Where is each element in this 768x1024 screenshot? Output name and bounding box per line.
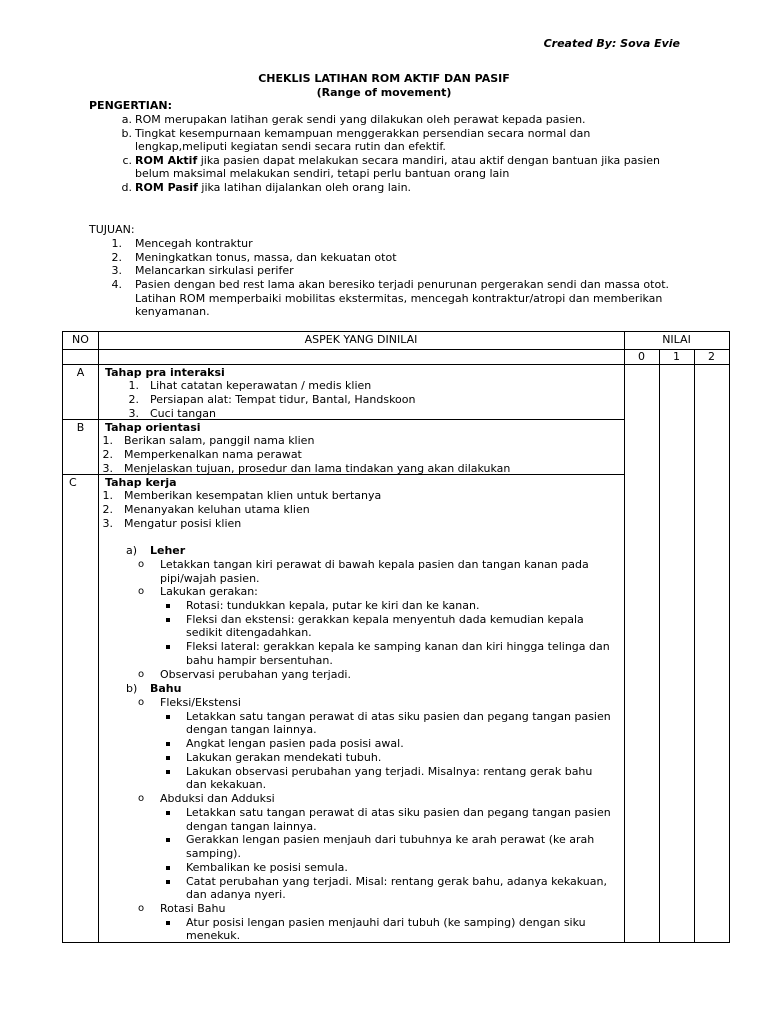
list-item: Memperkenalkan nama perawat [124,448,302,461]
square-bullet-icon [166,770,170,774]
list-item: Persiapan alat: Tempat tidur, Bantal, Handskoon [150,393,416,406]
list-item: Kembalikan ke posisi semula. [186,861,348,874]
tujuan-item-4-cont: Latihan ROM memperbaiki mobilitas ekstermitas, mencegah kontraktur/atropi dan memberikan [135,292,663,305]
section-title-a: Tahap pra interaksi [105,366,225,379]
tujuan-item-4-cont: kenyamanan. [135,305,210,318]
square-bullet-icon [166,604,170,608]
pengertian-item-a: ROM merupakan latihan gerak sendi yang dilakukan oleh perawat kepada pasien. [135,113,586,126]
square-bullet-icon [166,618,170,622]
tujuan-item-2: Meningkatkan tonus, massa, dan kekuatan otot [135,251,397,264]
square-bullet-icon [166,645,170,649]
column-header-no: NO [72,333,89,346]
list-item: sedikit ditengadahkan. [186,626,312,639]
list-item: menekuk. [186,929,241,942]
pengertian-item-b-cont: lengkap,meliputi kegiatan sendi secara rutin dan efektif. [135,140,446,153]
list-item: Berikan salam, panggil nama klien [124,434,315,447]
sub-marker: a) [126,544,138,557]
column-header-aspek: ASPEK YANG DINILAI [304,333,418,346]
list-item: Lakukan observasi perubahan yang terjadi. Misalnya: rentang gerak bahu [186,765,593,778]
list-item: Lihat catatan keperawatan / medis klien [150,379,372,392]
list-item: Letakkan tangan kiri perawat di bawah kepala pasien dan tangan kanan pada [160,558,589,571]
list-item: Angkat lengan pasien pada posisi awal. [186,737,404,750]
list-item: Cuci tangan [150,407,216,420]
sub-marker: b) [126,682,138,695]
list-marker: 1. [111,237,122,250]
list-item: Letakkan satu tangan perawat di atas siku pasien dan pegang tangan pasien [186,806,611,819]
table-divider [659,349,660,942]
section-no-a: A [76,366,85,379]
square-bullet-icon [166,811,170,815]
circle-bullet-icon: o [138,669,145,680]
pengertian-item-c-cont: belum maksimal melakukan sendiri, tetapi perlu bantuan orang lain [135,167,510,180]
table-divider [63,364,729,365]
list-marker: b. [121,127,132,140]
list-item: Memberikan kesempatan klien untuk bertanya [124,489,382,502]
score-0-header: 0 [638,350,645,363]
square-bullet-icon [166,880,170,884]
list-item: Fleksi lateral: gerakkan kepala ke samping kanan dan kiri hingga telinga dan [186,640,610,653]
section-title-b: Tahap orientasi [105,421,201,434]
tujuan-heading: TUJUAN: [89,223,135,236]
tujuan-item-4: Pasien dengan bed rest lama akan beresiko terjadi penurunan pergerakan sendi dan massa otot. [135,278,670,291]
list-item: Fleksi dan ekstensi: gerakkan kepala menyentuh dada kemudian kepala [186,613,584,626]
list-item: dan adanya nyeri. [186,888,286,901]
circle-bullet-icon: o [138,586,145,597]
tujuan-item-1: Mencegah kontraktur [135,237,253,250]
pengertian-heading: PENGERTIAN: [89,99,173,112]
list-marker: 4. [111,278,122,291]
circle-bullet-icon: o [138,903,145,914]
list-item: Fleksi/Ekstensi [160,696,241,709]
list-item: pipi/wajah pasien. [160,572,260,585]
tujuan-item-3: Melancarkan sirkulasi perifer [135,264,294,277]
list-item: Mengatur posisi klien [124,517,242,530]
section-no-b: B [76,421,85,434]
square-bullet-icon [166,715,170,719]
section-no-c: C [69,476,77,489]
score-1-header: 1 [673,350,680,363]
list-item: Catat perubahan yang terjadi. Misal: rentang gerak bahu, adanya kekakuan, [186,875,607,888]
list-marker: 3. [111,264,122,277]
list-marker: a. [121,113,132,126]
list-marker: 2. [111,251,122,264]
column-header-nilai: NILAI [662,333,691,346]
circle-bullet-icon: o [138,793,145,804]
bahu-heading: Bahu [150,682,182,695]
table-divider [98,332,99,942]
list-item: Menjelaskan tujuan, prosedur dan lama tindakan yang akan dilakukan [124,462,511,475]
square-bullet-icon [166,756,170,760]
document-subtitle: (Range of movement) [316,86,452,99]
list-item: samping). [186,847,241,860]
square-bullet-icon [166,838,170,842]
list-item: Gerakkan lengan pasien menjauh dari tubuhnya ke arah perawat (ke arah [186,833,595,846]
list-marker: c. [122,154,132,167]
list-item: dengan tangan lainnya. [186,820,317,833]
list-item: Rotasi Bahu [160,902,226,915]
list-item: Abduksi dan Adduksi [160,792,275,805]
list-item: Rotasi: tundukkan kepala, putar ke kiri dan ke kanan. [186,599,480,612]
pengertian-item-d: ROM Pasif jika latihan dijalankan oleh orang lain. [135,181,412,194]
score-2-header: 2 [708,350,715,363]
list-marker: d. [121,181,132,194]
square-bullet-icon [166,866,170,870]
created-by: Created By: Sova Evie [543,37,680,50]
list-item: Letakkan satu tangan perawat di atas siku pasien dan pegang tangan pasien [186,710,611,723]
circle-bullet-icon: o [138,559,145,570]
square-bullet-icon [166,742,170,746]
list-item: dengan tangan lainnya. [186,723,317,736]
list-item: bahu hampir bersentuhan. [186,654,333,667]
list-item: Menanyakan keluhan utama klien [124,503,310,516]
pengertian-item-b: Tingkat kesempurnaan kemampuan menggerakkan persendian secara normal dan [135,127,591,140]
circle-bullet-icon: o [138,697,145,708]
table-divider [694,349,695,942]
assessment-table: NO ASPEK YANG DINILAI NILAI 0 1 2 A Tahap pra interaksi 1. Lihat catatan keperawatan / medis klien 2. Persiapan alat: Tempat tidur, Bantal, Handskoon 3. Cuci tangan B Tahap orientasi 1. Berikan salam, panggil nama klien 2. Memperkenalkan nama perawat 3. Menjelaskan tujuan, prosedur dan lama tindakan yang akan dilakukan C Tahap kerja 1. Memberikan kesempatan klien untuk bertanya 2. Menanyakan keluhan utama klien 3. Mengatur posisi klien a) Leher o Letakkan tangan kiri perawat di bawah kepala pasien dan tangan kanan pada pipi/wajah pasien. o Lakukan gerakan: Rotasi: tundukkan kepala, putar ke kiri dan ke kanan. Fleksi dan ekstensi: gerakkan kepala menyentuh dada kemudian kepala sedikit ditengadahkan. Fleksi lateral: gerakkan kepala ke samping kanan dan kiri hingga telinga dan bahu hampir bersentuhan. o Observasi perubahan yang terjadi. b) Bahu o Fleksi/Ekstensi Letakkan satu tangan perawat di atas siku pasien dan pegang tangan pasien dengan tangan lainnya. Angkat lengan pasien pada posisi awal. Lakukan gerakan mendekati tubuh. Lakukan observasi perubahan yang terjadi. Misalnya: rentang gerak bahu dan kekakuan. o Abduksi dan Adduksi Letakkan satu tangan perawat di atas siku pasien dan pegang tangan pasien dengan tangan lainnya. Gerakkan lengan pasien menjauh dari tubuhnya ke arah perawat (ke arah samping). Kembalikan ke posisi semula. Catat perubahan yang terjadi. Misal: rentang gerak bahu, adanya kekakuan, dan adanya nyeri. o Rotasi Bahu Atur posisi lengan pasien menjauhi dari tubuh (ke samping) dengan siku menekuk. [62,331,730,943]
list-item: Observasi perubahan yang terjadi. [160,668,351,681]
list-item: dan kekakuan. [186,778,267,791]
table-divider [63,419,624,420]
list-item: Lakukan gerakan mendekati tubuh. [186,751,382,764]
leher-heading: Leher [150,544,186,557]
section-title-c: Tahap kerja [105,476,177,489]
list-item: Atur posisi lengan pasien menjauhi dari tubuh (ke samping) dengan siku [186,916,586,929]
list-item: Lakukan gerakan: [160,585,258,598]
square-bullet-icon [166,921,170,925]
table-divider [624,332,625,942]
pengertian-item-c: ROM Aktif jika pasien dapat melakukan secara mandiri, atau aktif dengan bantuan jika pasien [135,154,661,167]
document-title: CHEKLIS LATIHAN ROM AKTIF DAN PASIF [258,72,510,85]
